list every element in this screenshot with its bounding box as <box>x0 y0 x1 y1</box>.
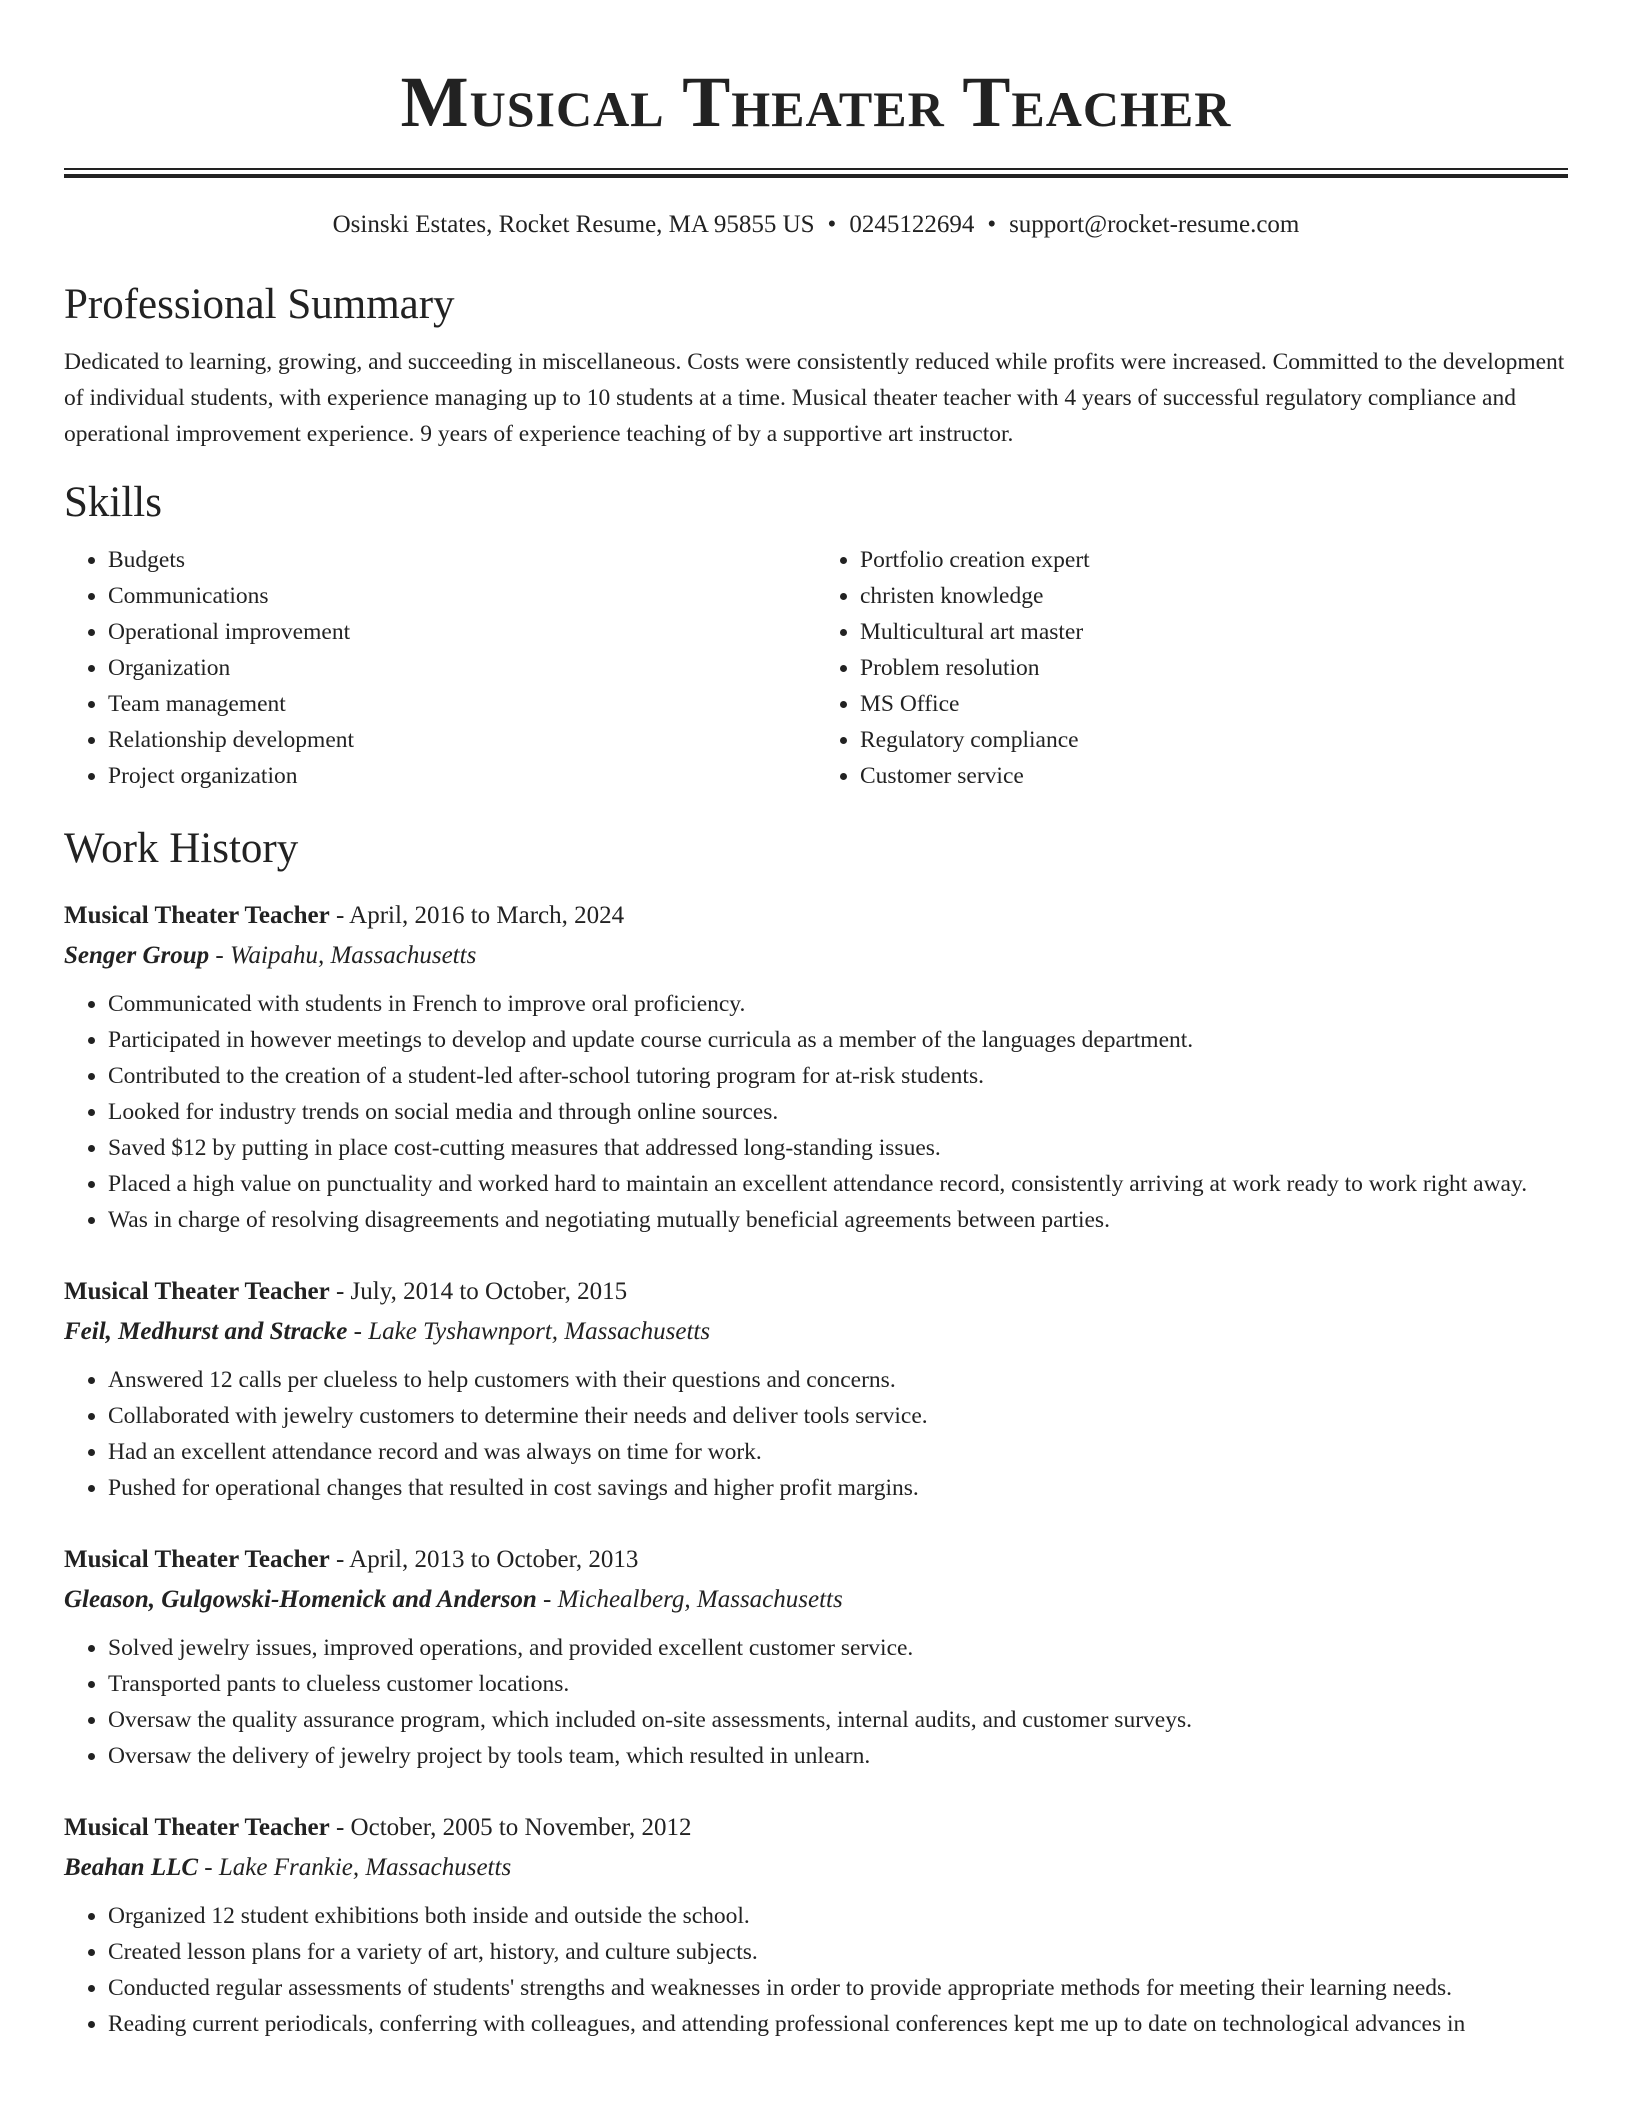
skill-item: • Organization <box>108 650 816 686</box>
job-company-line <box>64 1848 1568 1888</box>
skill-item: • MS Office <box>860 686 1568 722</box>
job-company: Feil, Medhurst and Stracke <box>64 1318 348 1345</box>
job-bullet-list <box>64 986 1568 1238</box>
skill-item: • Budgets <box>108 542 816 578</box>
skills-right-list <box>816 542 1568 794</box>
skill-item: • Relationship development <box>108 722 816 758</box>
job-bullet: • Saved $12 by putting in place cost-cutting measures that addressed long-standing issues. <box>108 1130 1568 1166</box>
skills-heading: Skills <box>64 479 162 526</box>
job-bullet: • Pushed for operational changes that resulted in cost savings and higher profit margins. <box>108 1470 1568 1506</box>
job-bullet: • Had an excellent attendance record and was always on time for work. <box>108 1434 1568 1470</box>
work-history-heading: Work History <box>64 825 299 872</box>
contact-separator: • <box>827 211 837 238</box>
contact-email[interactable]: support@rocket-resume.com <box>1009 211 1300 238</box>
summary-text: Dedicated to learning, growing, and succeeding in miscellaneous. Costs were consistently reduced while profits were increased. Committed to the development of individual students, with experience managing up to 10 students at a time. Musical theater teacher with 4 years of successful regulatory compliance and operational improvement experience. 9 years of experience teaching of by a supportive art instructor. <box>64 349 1565 447</box>
skill-item: • Customer service <box>860 758 1568 794</box>
job-title: Musical Theater Teacher <box>64 1278 330 1305</box>
job-dates: - July, 2014 to October, 2015 <box>329 1278 628 1305</box>
job-bullet: • Communicated with students in French to improve oral proficiency. <box>108 986 1568 1022</box>
job-location: - Lake Tyshawnport, Massachusetts <box>347 1318 711 1345</box>
summary-section <box>64 280 1568 452</box>
job-title: Musical Theater Teacher <box>64 1546 330 1573</box>
job-bullet: • Oversaw the delivery of jewelry project by tools team, which resulted in unlearn. <box>108 1738 1568 1774</box>
job-title-line <box>64 1808 1568 1848</box>
job-bullet: • Transported pants to clueless customer locations. <box>108 1666 1568 1702</box>
skill-item: • Communications <box>108 578 816 614</box>
job-company-line <box>64 1580 1568 1620</box>
job-company: Senger Group <box>64 942 210 969</box>
jobs-container <box>64 896 1568 2042</box>
contact-line <box>64 210 1568 240</box>
job-bullet-list <box>64 1362 1568 1506</box>
contact-phone[interactable]: 0245122694 <box>849 211 975 238</box>
job-bullet: • Answered 12 calls per clueless to help customers with their questions and concerns. <box>108 1362 1568 1398</box>
job-company-line <box>64 936 1568 976</box>
skill-item: • Operational improvement <box>108 614 816 650</box>
job-company: Gleason, Gulgowski-Homenick and Anderson <box>64 1586 537 1613</box>
job-title-line <box>64 1540 1568 1580</box>
job-dates: - October, 2005 to November, 2012 <box>329 1814 692 1841</box>
job-bullet-list <box>64 1630 1568 1774</box>
job-company-line <box>64 1312 1568 1352</box>
job-bullet: • Oversaw the quality assurance program, which included on-site assessments, internal audits, and customer surveys. <box>108 1702 1568 1738</box>
job-bullet: • Conducted regular assessments of students' strengths and weaknesses in order to provide appropriate methods for meeting their learning needs. <box>108 1970 1568 2006</box>
job-title: Musical Theater Teacher <box>64 1814 330 1841</box>
job-entry <box>64 1808 1568 2042</box>
job-location: - Michealberg, Massachusetts <box>536 1586 843 1613</box>
skill-item: • Project organization <box>108 758 816 794</box>
job-bullet: • Participated in however meetings to develop and update course curricula as a member of the languages department. <box>108 1022 1568 1058</box>
job-title: Musical Theater Teacher <box>64 902 330 929</box>
job-bullet: • Contributed to the creation of a student-led after-school tutoring program for at-risk students. <box>108 1058 1568 1094</box>
job-bullet: • Organized 12 student exhibitions both inside and outside the school. <box>108 1898 1568 1934</box>
contact-separator: • <box>987 211 997 238</box>
job-location: - Lake Frankie, Massachusetts <box>198 1854 512 1881</box>
contact-address: Osinski Estates, Rocket Resume, MA 95855 US <box>332 211 815 238</box>
skill-item: • Portfolio creation expert <box>860 542 1568 578</box>
work-history-section <box>64 824 1568 2042</box>
skills-section <box>64 478 1568 794</box>
job-bullet: • Was in charge of resolving disagreements and negotiating mutually beneficial agreements between parties. <box>108 1202 1568 1238</box>
skill-item: • Problem resolution <box>860 650 1568 686</box>
job-bullet: • Reading current periodicals, conferring with colleagues, and attending professional conferences kept me up to date on technological advances in <box>108 2006 1568 2042</box>
header-double-rule <box>64 168 1568 178</box>
skill-item: • Team management <box>108 686 816 722</box>
summary-heading: Professional Summary <box>64 281 455 328</box>
job-entry <box>64 1540 1568 1774</box>
job-bullet: • Created lesson plans for a variety of art, history, and culture subjects. <box>108 1934 1568 1970</box>
job-entry <box>64 1272 1568 1506</box>
job-bullet: • Placed a high value on punctuality and worked hard to maintain an excellent attendance record, consistently arriving at work ready to work right away. <box>108 1166 1568 1202</box>
job-location: - Waipahu, Massachusetts <box>209 942 477 969</box>
job-bullet-list <box>64 1898 1568 2042</box>
job-title-line <box>64 1272 1568 1312</box>
job-title-line <box>64 896 1568 936</box>
resume-page <box>64 0 1568 2042</box>
skills-left-list <box>64 542 816 794</box>
skill-item: • Multicultural art master <box>860 614 1568 650</box>
job-dates: - April, 2013 to October, 2013 <box>329 1546 639 1573</box>
resume-name: Musical Theater Teacher <box>400 62 1232 142</box>
job-dates: - April, 2016 to March, 2024 <box>329 902 625 929</box>
skill-item: • Regulatory compliance <box>860 722 1568 758</box>
job-bullet: • Looked for industry trends on social media and through online sources. <box>108 1094 1568 1130</box>
job-entry <box>64 896 1568 1238</box>
job-bullet: • Solved jewelry issues, improved operations, and provided excellent customer service. <box>108 1630 1568 1666</box>
job-company: Beahan LLC <box>64 1854 199 1881</box>
skill-item: • christen knowledge <box>860 578 1568 614</box>
job-bullet: • Collaborated with jewelry customers to determine their needs and deliver tools service. <box>108 1398 1568 1434</box>
skills-columns <box>64 542 1568 794</box>
